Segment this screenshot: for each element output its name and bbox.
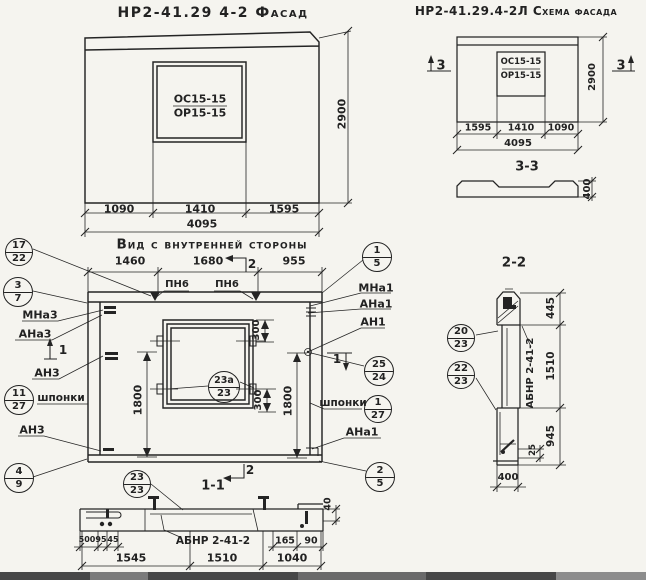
dim-445: 445 <box>544 297 557 319</box>
section-marker-1-left: 1 <box>58 343 68 357</box>
callout-22-23 <box>447 361 475 389</box>
inner-dim-1680: 1680 <box>192 254 224 268</box>
label-an1: АН1 <box>360 315 386 329</box>
inner-dim-300-bottom: 300 <box>253 389 264 411</box>
schema-dim-1410: 1410 <box>507 122 535 134</box>
facade-dim-height: 2900 <box>335 98 349 130</box>
callout-number-bottom: 23 <box>217 387 231 399</box>
callout-23a-23 <box>208 371 240 403</box>
callout-number-bottom: 23 <box>130 484 144 496</box>
callout-number-top: 23 <box>124 472 150 485</box>
label-an3-lower: АН3 <box>19 423 45 437</box>
inner-view-title: Вид с внутренней стороны <box>116 236 308 253</box>
facade-dim-1595: 1595 <box>268 202 300 216</box>
inner-dim-1800-left: 1800 <box>131 384 145 416</box>
callout-25-24 <box>364 356 394 386</box>
callout-number-top: 11 <box>5 388 33 401</box>
label-an3-upper: АН3 <box>34 366 60 380</box>
dim-400-bottom: 400 <box>497 472 519 483</box>
facade-dim-total: 4095 <box>186 217 218 231</box>
section-1-1-title: 1-1 <box>201 478 225 494</box>
callout-number-bottom: 23 <box>454 375 468 387</box>
label-keys-right: шпонки <box>319 396 367 409</box>
section-2-2-linework <box>476 289 566 492</box>
schema-window-mark-bottom: ОР15-15 <box>500 70 542 81</box>
label-ana3: АНа3 <box>18 327 52 341</box>
dim-95: 95 <box>95 535 107 544</box>
callout-number-bottom: 27 <box>12 400 26 412</box>
dim-945: 945 <box>544 425 557 447</box>
callout-number-top: 23а <box>209 375 239 388</box>
callout-number-top: 4 <box>5 466 33 479</box>
callout-number-bottom: 23 <box>454 338 468 350</box>
dim-500: 500 <box>78 535 96 544</box>
callout-2-5 <box>365 462 395 492</box>
inner-dim-1800-right: 1800 <box>281 385 295 417</box>
schema-dim-1595: 1595 <box>464 122 492 134</box>
dim-1545: 1545 <box>115 551 147 565</box>
section-marker-2-bottom: 2 <box>245 463 255 477</box>
section-marker-1-right: 1 <box>332 352 342 366</box>
callout-number-top: 22 <box>448 363 474 376</box>
callout-number-bottom: 5 <box>376 477 384 489</box>
dim-1510-bottom: 1510 <box>206 551 238 565</box>
label-ana1-lower: АНа1 <box>345 425 379 439</box>
callout-number-bottom: 27 <box>371 409 385 421</box>
dim-165: 165 <box>275 535 295 547</box>
label-mna3: МНа3 <box>22 308 58 322</box>
callout-number-top: 25 <box>365 359 393 372</box>
callout-number-top: 2 <box>366 465 394 478</box>
label-ana1-upper: АНа1 <box>359 297 393 311</box>
dim-1040: 1040 <box>276 551 308 565</box>
facade-title: НР2-41.29 4-2 Фасад <box>117 5 309 21</box>
callout-1-27 <box>364 395 392 423</box>
callout-number-top: 20 <box>448 326 474 339</box>
inner-dim-300-top: 300 <box>251 319 262 341</box>
callout-number-bottom: 7 <box>14 292 22 304</box>
callout-number-bottom: 5 <box>373 257 381 269</box>
part-label-abnr-2: АБНР 2-41-2 <box>525 337 536 409</box>
callout-20-23 <box>447 324 475 352</box>
schema-window-mark-top: ОС15-15 <box>500 56 542 67</box>
label-mna1: МНа1 <box>358 281 394 295</box>
facade-dim-1090: 1090 <box>103 202 135 216</box>
dim-1510-right: 1510 <box>544 351 557 381</box>
callout-4-9 <box>4 463 34 493</box>
section-3-3-dim-400: 400 <box>582 178 593 200</box>
joint-label-pn6-1: ПН6 <box>165 279 189 290</box>
callout-number-bottom: 22 <box>12 252 26 264</box>
callout-23-23 <box>123 470 151 498</box>
callout-1-5 <box>362 242 392 272</box>
section-3-3-title: 3-3 <box>515 159 539 175</box>
callout-11-27 <box>4 385 34 415</box>
dim-25: 25 <box>527 444 538 456</box>
schema-dim-total: 4095 <box>504 138 532 149</box>
callout-17-22 <box>5 238 33 266</box>
callout-3-7 <box>3 277 33 307</box>
scan-artifact-strip <box>0 572 646 580</box>
callout-number-top: 1 <box>365 397 391 410</box>
dim-40: 40 <box>322 497 334 511</box>
callout-number-bottom: 9 <box>15 478 23 490</box>
label-keys-left: шпонки <box>37 391 85 404</box>
facade-window-mark-bottom: ОР15-15 <box>173 106 227 120</box>
callout-number-top: 1 <box>363 245 391 258</box>
inner-dim-1460: 1460 <box>114 254 146 268</box>
callout-number-top: 17 <box>6 240 32 253</box>
schema-section-marker-left: 3 <box>436 58 446 74</box>
schema-title: НР2-41.29.4-2Л Схема фасада <box>414 4 618 18</box>
facade-window-mark-top: ОС15-15 <box>173 92 227 106</box>
schema-dim-height: 2900 <box>587 63 598 91</box>
section-2-2-title: 2-2 <box>501 254 527 271</box>
schema-section-marker-right: 3 <box>616 58 626 74</box>
section-marker-2-top: 2 <box>247 257 257 271</box>
dim-90: 90 <box>304 535 318 547</box>
schema-dim-1090: 1090 <box>547 122 575 134</box>
facade-dim-1410: 1410 <box>184 202 216 216</box>
callout-number-bottom: 24 <box>372 371 386 383</box>
callout-number-top: 3 <box>4 280 32 293</box>
joint-label-pn6-2: ПН6 <box>215 279 239 290</box>
dim-45: 45 <box>107 535 119 544</box>
inner-dim-955: 955 <box>282 254 306 268</box>
part-label-abnr-1: АБНР 2-41-2 <box>175 534 251 547</box>
